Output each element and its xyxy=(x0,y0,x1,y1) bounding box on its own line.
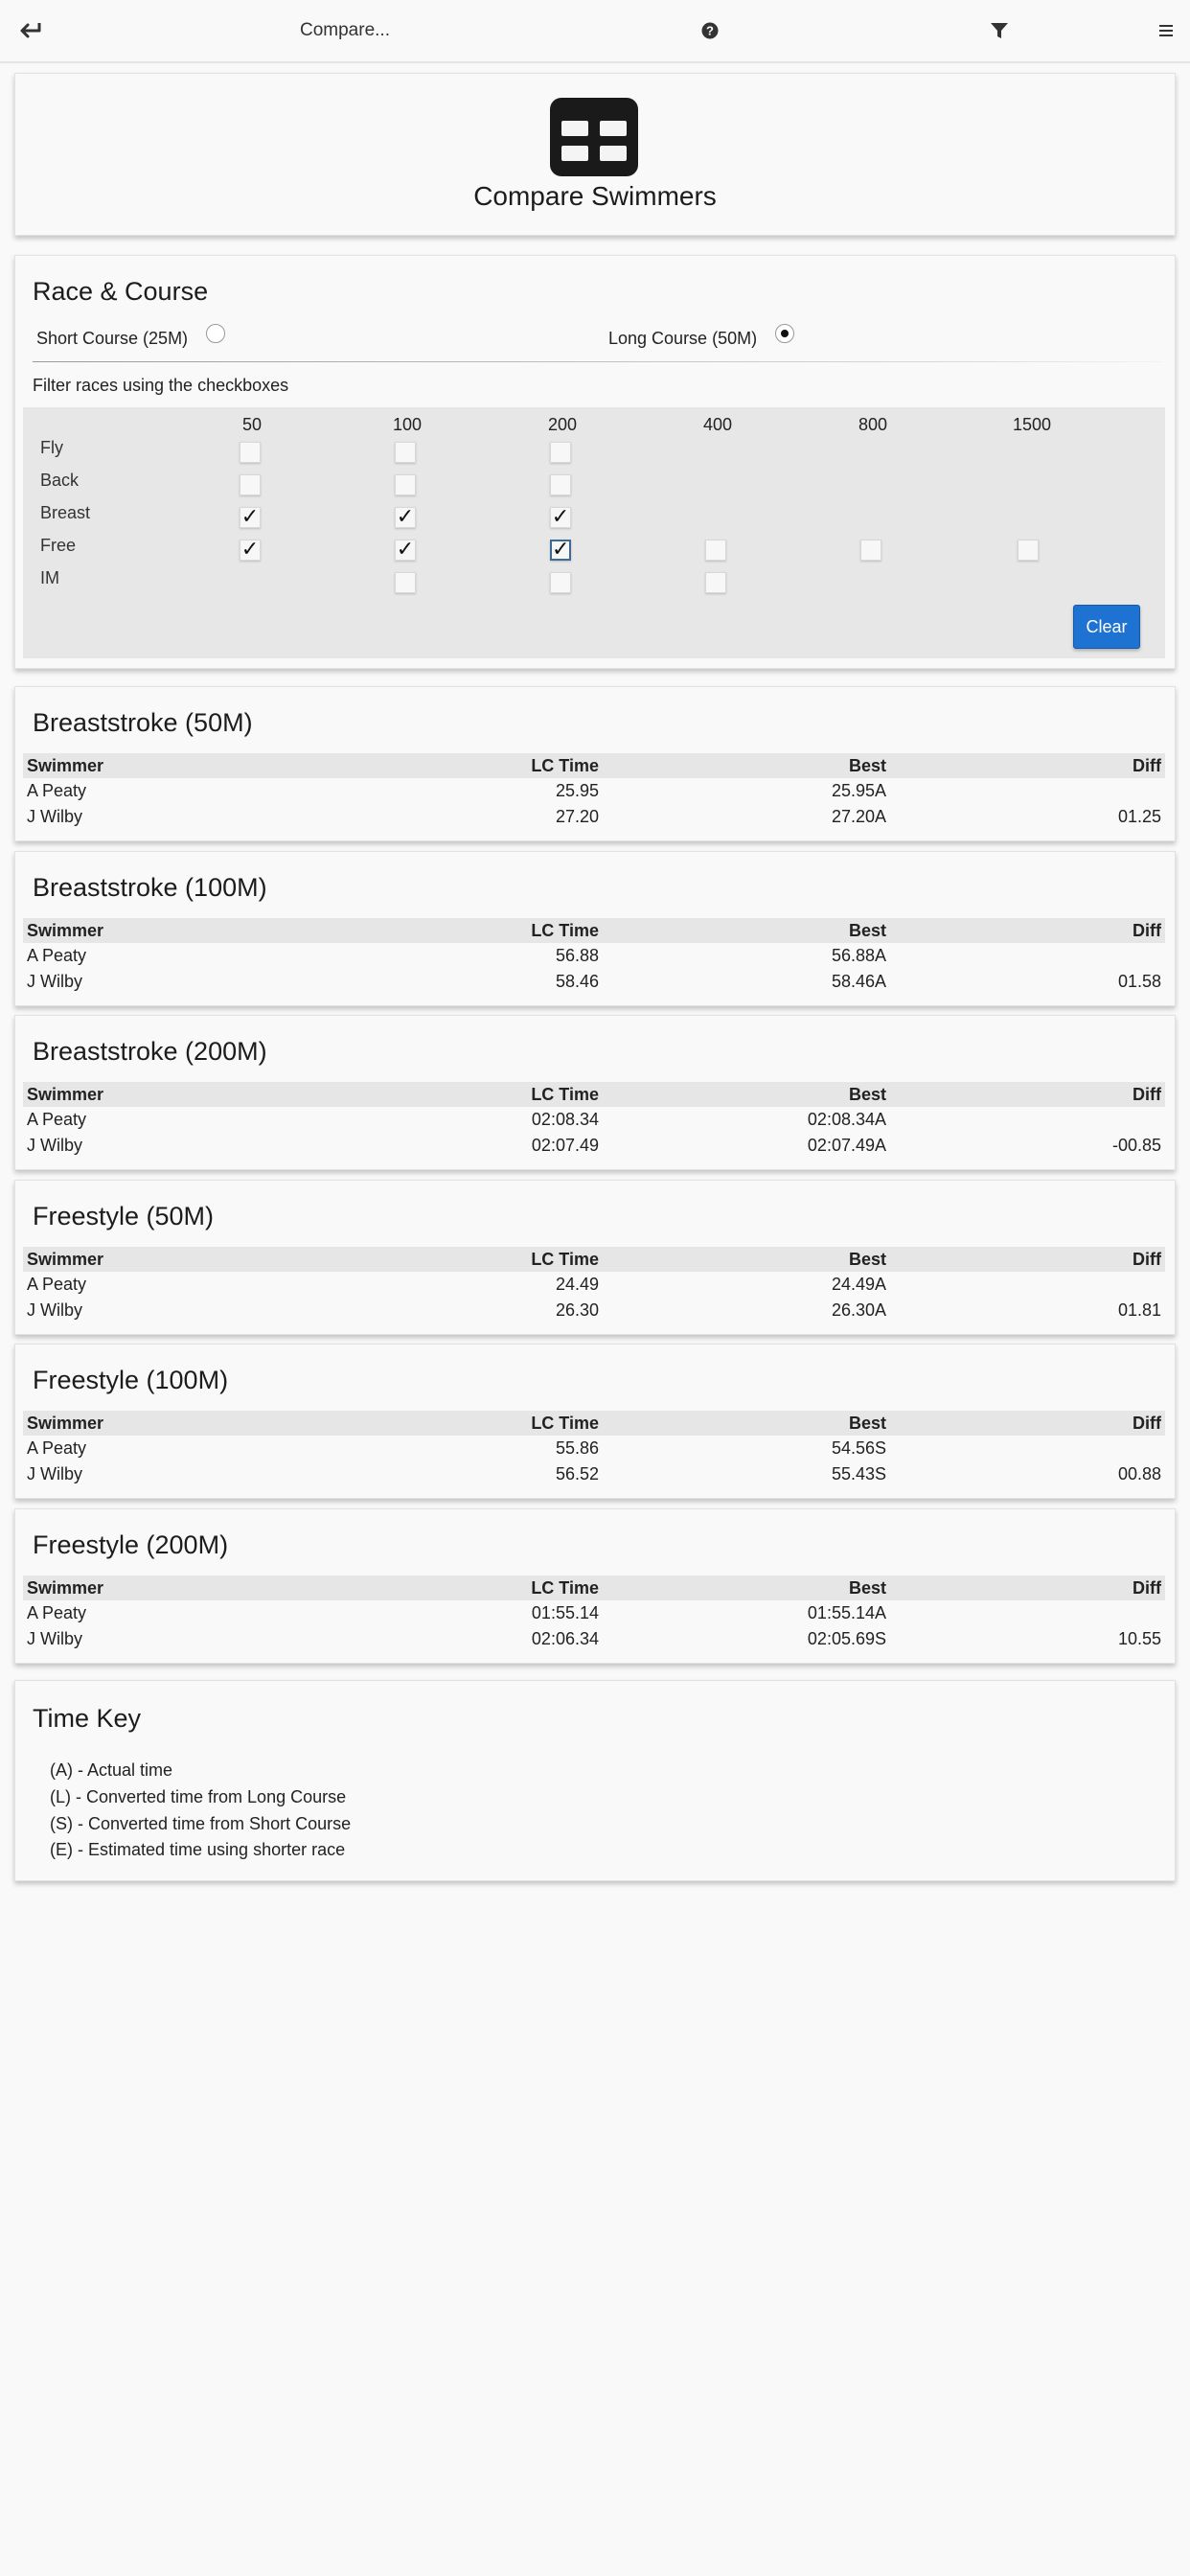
row-label-im: IM xyxy=(40,568,59,587)
diff-cell xyxy=(890,1107,1165,1133)
checkbox-free-1500[interactable] xyxy=(1018,540,1039,561)
table-row xyxy=(23,1626,1165,1652)
best-cell: 56.88A xyxy=(831,946,886,965)
results-table xyxy=(23,1247,1165,1323)
checkbox-fly-200[interactable] xyxy=(550,442,571,463)
time-key-item: (L) - Converted time from Long Course xyxy=(50,1787,347,1806)
question-circle-icon xyxy=(701,22,719,39)
column-header-diff: Diff xyxy=(890,753,1165,778)
short-course-label: Short Course (25M) xyxy=(36,329,189,348)
table-header-row xyxy=(23,753,1165,778)
divider xyxy=(33,361,1163,362)
best-cell: 54.56S xyxy=(831,1438,886,1458)
column-header-100: 100 xyxy=(392,415,423,434)
column-header-time: LC Time xyxy=(310,918,603,943)
checkbox-back-200[interactable] xyxy=(550,474,571,495)
page-title: Compare... xyxy=(300,20,390,40)
checkbox-free-400[interactable] xyxy=(705,540,726,561)
long-course-label: Long Course (50M) xyxy=(608,329,758,348)
column-header-200: 200 xyxy=(547,415,578,434)
diff-cell xyxy=(890,1600,1165,1626)
race-title: Breaststroke (200M) xyxy=(33,1037,267,1066)
column-header-diff: Diff xyxy=(890,918,1165,943)
row-label-fly: Fly xyxy=(40,438,63,457)
best-cell: 02:08.34A xyxy=(807,1110,886,1129)
swimmer-cell: J Wilby xyxy=(27,1300,82,1320)
best-cell: 26.30A xyxy=(831,1300,886,1320)
race-result-card xyxy=(14,686,1176,841)
best-cell: 25.95A xyxy=(831,781,886,800)
race-result-card xyxy=(14,1508,1176,1664)
time-key-title: Time Key xyxy=(33,1704,142,1733)
column-header-time: LC Time xyxy=(310,1247,603,1272)
table-header-row xyxy=(23,918,1165,943)
column-header-diff: Diff xyxy=(890,1411,1165,1436)
diff-cell xyxy=(890,1436,1165,1461)
column-header-best: Best xyxy=(603,1247,890,1272)
diff-cell: 01.25 xyxy=(1117,807,1161,826)
column-header-time: LC Time xyxy=(310,1411,603,1436)
column-header-time: LC Time xyxy=(310,753,603,778)
time-key-item: (A) - Actual time xyxy=(50,1760,173,1780)
swimmer-cell: A Peaty xyxy=(27,1603,87,1622)
filter-icon xyxy=(990,21,1009,40)
race-title: Freestyle (50M) xyxy=(33,1202,215,1230)
table-row xyxy=(23,969,1165,995)
column-header-diff: Diff xyxy=(890,1576,1165,1600)
swimmer-cell: A Peaty xyxy=(27,1438,87,1458)
swimmer-cell: A Peaty xyxy=(27,781,87,800)
time-cell: 24.49 xyxy=(555,1275,599,1294)
results-table xyxy=(23,1082,1165,1159)
filter-instructions: Filter races using the checkboxes xyxy=(33,376,289,395)
time-key-item: (E) - Estimated time using shorter race xyxy=(50,1840,346,1859)
column-header-time: LC Time xyxy=(310,1082,603,1107)
diff-cell: -00.85 xyxy=(1111,1136,1161,1155)
diff-cell: 10.55 xyxy=(1117,1629,1161,1648)
column-header-swimmer: Swimmer xyxy=(23,753,310,778)
table-header-row xyxy=(23,1082,1165,1107)
checkbox-free-200[interactable]: ✓ xyxy=(552,538,570,562)
race-result-card xyxy=(14,1180,1176,1335)
race-filter-grid xyxy=(23,407,1165,658)
long-course-radio[interactable] xyxy=(775,324,794,343)
diff-cell xyxy=(890,1272,1165,1298)
top-bar xyxy=(0,0,1190,63)
table-row xyxy=(23,778,1165,804)
table-header-row xyxy=(23,1576,1165,1600)
diff-cell xyxy=(890,943,1165,969)
results-table xyxy=(23,753,1165,830)
table-row xyxy=(23,1133,1165,1159)
race-course-card xyxy=(14,255,1176,669)
table-row xyxy=(23,1600,1165,1626)
table-row xyxy=(23,943,1165,969)
grid-table-icon xyxy=(550,98,638,176)
column-header-best: Best xyxy=(603,1411,890,1436)
checkbox-free-50[interactable]: ✓ xyxy=(240,538,260,562)
race-title: Freestyle (200M) xyxy=(33,1530,229,1559)
back-arrow-icon xyxy=(18,20,43,41)
swimmer-cell: J Wilby xyxy=(27,972,82,991)
time-cell: 01:55.14 xyxy=(531,1603,599,1622)
swimmer-cell: A Peaty xyxy=(27,946,87,965)
checkbox-im-100[interactable] xyxy=(395,572,416,593)
best-cell: 01:55.14A xyxy=(807,1603,886,1622)
row-label-free: Free xyxy=(40,536,77,555)
time-cell: 56.52 xyxy=(555,1464,599,1484)
column-header-best: Best xyxy=(603,918,890,943)
table-row xyxy=(23,1436,1165,1461)
race-result-card xyxy=(14,851,1176,1006)
table-row xyxy=(23,1461,1165,1487)
checkbox-free-100[interactable]: ✓ xyxy=(396,538,415,562)
column-header-800: 800 xyxy=(858,415,888,434)
swimmer-cell: A Peaty xyxy=(27,1110,87,1129)
back-button[interactable] xyxy=(13,0,48,61)
column-header-time: LC Time xyxy=(310,1576,603,1600)
checkbox-fly-50[interactable] xyxy=(240,442,261,463)
results-table xyxy=(23,918,1165,995)
race-course-title: Race & Course xyxy=(33,277,209,306)
best-cell: 27.20A xyxy=(831,807,886,826)
race-title: Breaststroke (50M) xyxy=(33,708,253,737)
checkbox-im-200[interactable] xyxy=(550,572,571,593)
time-cell: 55.86 xyxy=(555,1438,599,1458)
checkbox-back-50[interactable] xyxy=(240,474,261,495)
column-header-swimmer: Swimmer xyxy=(23,1576,310,1600)
race-result-card xyxy=(14,1015,1176,1170)
hero-title: Compare Swimmers xyxy=(473,181,717,211)
time-key-card xyxy=(14,1680,1176,1881)
column-header-best: Best xyxy=(603,753,890,778)
table-row xyxy=(23,804,1165,830)
column-header-diff: Diff xyxy=(890,1247,1165,1272)
diff-cell xyxy=(890,778,1165,804)
diff-cell: 01.81 xyxy=(1117,1300,1161,1320)
table-row xyxy=(23,1272,1165,1298)
best-cell: 58.46A xyxy=(831,972,886,991)
column-header-swimmer: Swimmer xyxy=(23,1247,310,1272)
checkbox-breast-50[interactable]: ✓ xyxy=(240,505,260,529)
checkbox-breast-200[interactable]: ✓ xyxy=(551,505,570,529)
time-cell: 26.30 xyxy=(555,1300,599,1320)
column-header-best: Best xyxy=(603,1082,890,1107)
hero-card xyxy=(14,73,1176,236)
checkbox-fly-100[interactable] xyxy=(395,442,416,463)
checkbox-free-800[interactable] xyxy=(860,540,881,561)
race-result-card xyxy=(14,1344,1176,1499)
swimmer-cell: J Wilby xyxy=(27,1136,82,1155)
column-header-400: 400 xyxy=(702,415,733,434)
clear-button[interactable]: Clear xyxy=(1073,605,1140,649)
time-cell: 02:07.49 xyxy=(531,1136,599,1155)
hamburger-menu-icon xyxy=(1158,23,1174,38)
row-label-back: Back xyxy=(40,471,80,490)
table-header-row xyxy=(23,1247,1165,1272)
checkbox-breast-100[interactable]: ✓ xyxy=(396,505,415,529)
time-cell: 02:08.34 xyxy=(531,1110,599,1129)
table-row xyxy=(23,1298,1165,1323)
short-course-radio[interactable] xyxy=(206,324,225,343)
time-cell: 58.46 xyxy=(555,972,599,991)
results-table xyxy=(23,1411,1165,1487)
time-key-item: (S) - Converted time from Short Course xyxy=(50,1814,352,1833)
best-cell: 02:07.49A xyxy=(807,1136,886,1155)
column-header-50: 50 xyxy=(241,415,263,434)
race-title: Breaststroke (100M) xyxy=(33,873,267,902)
diff-cell: 00.88 xyxy=(1117,1464,1161,1484)
column-header-diff: Diff xyxy=(890,1082,1165,1107)
column-header-swimmer: Swimmer xyxy=(23,1411,310,1436)
checkbox-back-100[interactable] xyxy=(395,474,416,495)
column-header-best: Best xyxy=(603,1576,890,1600)
menu-button[interactable] xyxy=(1150,0,1182,61)
time-cell: 56.88 xyxy=(555,946,599,965)
swimmer-cell: J Wilby xyxy=(27,1629,82,1648)
race-title: Freestyle (100M) xyxy=(33,1366,229,1394)
table-row xyxy=(23,1107,1165,1133)
help-button[interactable] xyxy=(696,0,724,61)
column-header-1500: 1500 xyxy=(1012,415,1052,434)
column-header-swimmer: Swimmer xyxy=(23,1082,310,1107)
best-cell: 02:05.69S xyxy=(807,1629,886,1648)
filter-button[interactable] xyxy=(983,0,1016,61)
checkbox-im-400[interactable] xyxy=(705,572,726,593)
diff-cell: 01.58 xyxy=(1117,972,1161,991)
swimmer-cell: J Wilby xyxy=(27,807,82,826)
table-header-row xyxy=(23,1411,1165,1436)
time-cell: 25.95 xyxy=(555,781,599,800)
svg-text:?: ? xyxy=(706,23,714,38)
swimmer-cell: J Wilby xyxy=(27,1464,82,1484)
row-label-breast: Breast xyxy=(40,503,91,522)
results-table xyxy=(23,1576,1165,1652)
best-cell: 24.49A xyxy=(831,1275,886,1294)
column-header-swimmer: Swimmer xyxy=(23,918,310,943)
time-cell: 02:06.34 xyxy=(531,1629,599,1648)
time-cell: 27.20 xyxy=(555,807,599,826)
swimmer-cell: A Peaty xyxy=(27,1275,87,1294)
best-cell: 55.43S xyxy=(831,1464,886,1484)
